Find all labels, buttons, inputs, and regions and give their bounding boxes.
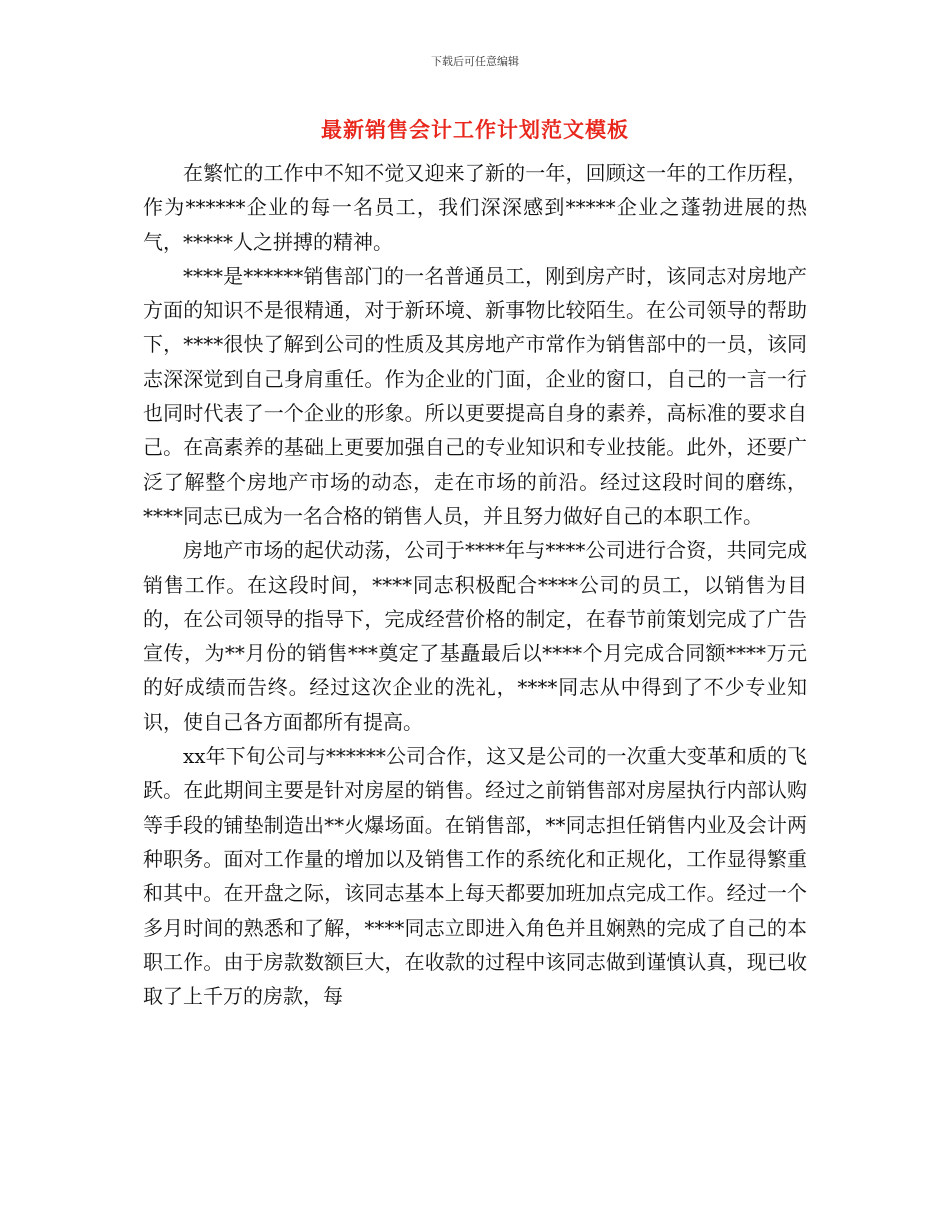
paragraph-4: xx年下旬公司与******公司合作，这又是公司的一次重大变革和质的飞跃。在此期间主要是针对房屋的销售。经过之前销售部对房屋执行内部认购等手段的铺垫制造出**火爆场面。在销售部，**同志担任销售内业及会计两种职务。面对工作量的增加以及销售工作的系统化和正规化，工作显得繁重和其中。在开盘之际，该同志基本上每天都要加班加点完成工作。经过一个多月时间的熟悉和了解，****同志立即进入角色并且娴熟的完成了自己的本职工作。由于房款数额巨大，在收款的过程中该同志做到谨慎认真，现已收取了上千万的房款，每 [143, 744, 807, 1009]
paragraph-2: ****是******销售部门的一名普通员工，刚到房产时，该同志对房地产方面的知识不是很精通，对于新环境、新事物比较陌生。在公司领导的帮助下，****很快了解到公司的性质及其房地产市常作为销售部中的一员，该同志深深觉到自己身肩重任。作为企业的门面，企业的窗口，自己的一言一行也同时代表了一个企业的形象。所以更要提高自身的素养，高标准的要求自己。在高素养的基础上更要加强自己的专业知识和专业技能。此外，还要广泛了解整个房地产市场的动态，走在市场的前沿。经过这段时间的磨练，****同志已成为一名合格的销售人员，并且努力做好自己的本职工作。 [143, 263, 807, 528]
paragraph-1: 在繁忙的工作中不知不觉又迎来了新的一年，回顾这一年的工作历程，作为******企业的每一名员工，我们深深感到*****企业之蓬勃进展的热气，*****人之拼搏的精神。 [143, 161, 807, 254]
paragraph-3: 房地产市场的起伏动荡，公司于****年与****公司进行合资，共同完成销售工作。在这段时间，****同志积极配合****公司的员工，以销售为目的，在公司领导的指导下，完成经营价格的制定，在春节前策划完成了广告宣传，为**月份的销售***奠定了基矗最后以****个月完成合同额****万元的好成绩而告终。经过这次企业的洗礼，****同志从中得到了不少专业知识，使自己各方面都所有提高。 [143, 538, 807, 734]
document-body [143, 156, 807, 1013]
document-title: 最新销售会计工作计划范文模板 [321, 118, 629, 142]
header-note: 下载后可任意编辑 [431, 55, 519, 68]
